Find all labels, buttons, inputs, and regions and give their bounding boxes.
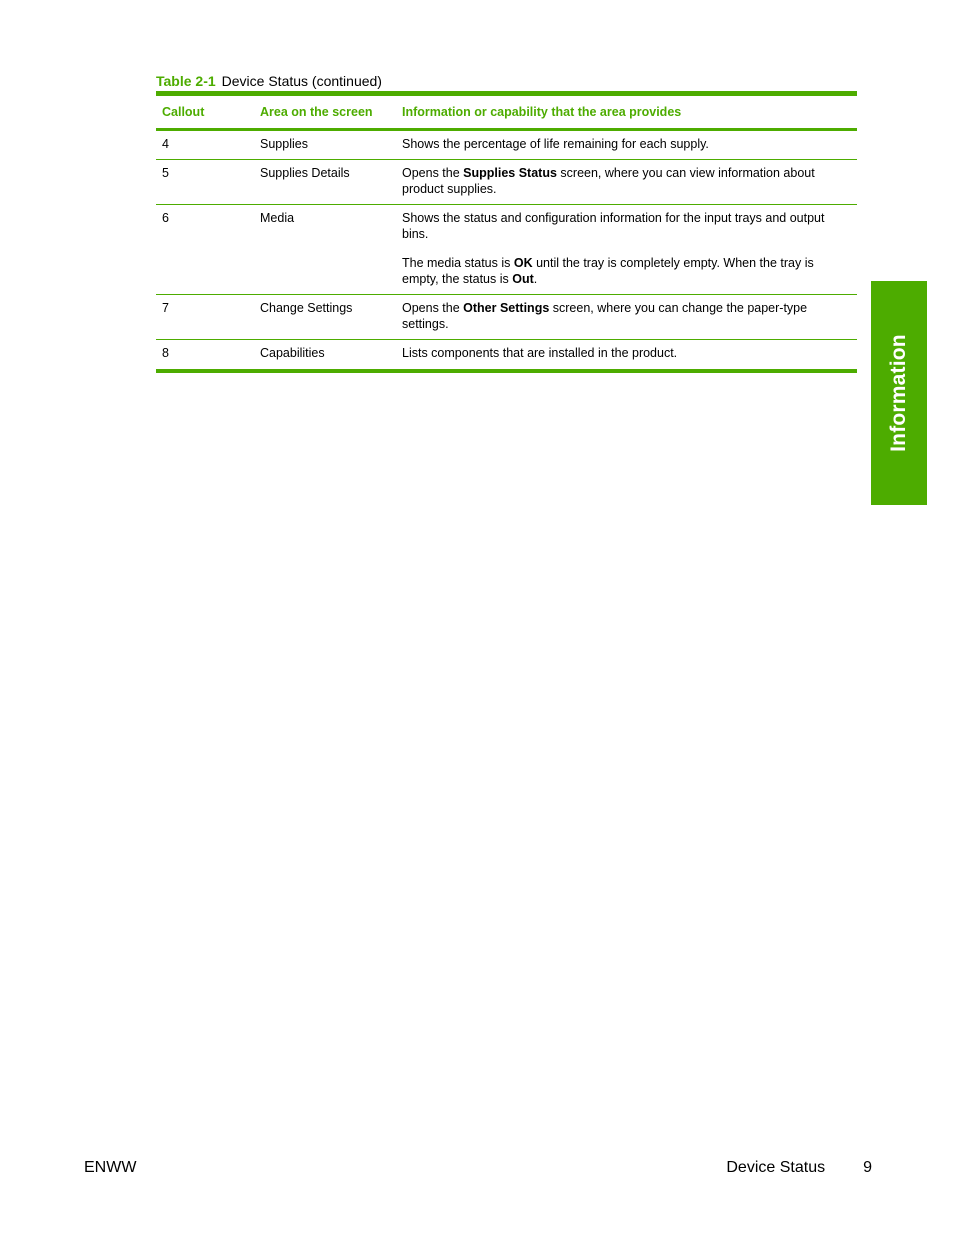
emphasis-text: Other Settings (463, 301, 550, 315)
emphasis-text: Supplies Status (463, 166, 557, 180)
table-header-row (156, 94, 857, 130)
header-area: Area on the screen (254, 94, 396, 130)
table-row (156, 160, 857, 205)
page-number: 9 (863, 1159, 872, 1176)
row-area: Media (254, 205, 396, 295)
device-status-table (156, 91, 857, 373)
row-info-text: Lists components that are installed in the product. (402, 346, 678, 360)
row-callout: 4 (156, 129, 254, 160)
chapter-side-tab-label: Information (887, 334, 910, 452)
header-info: Information or capability that the area provides (396, 94, 857, 130)
row-callout: 5 (156, 160, 254, 205)
table-caption (156, 73, 382, 89)
table-row (156, 340, 857, 371)
row-info-note: The media status is OK until the tray is completely empty. When the tray is empty, the status is Out. (402, 256, 814, 286)
table-row (156, 129, 857, 160)
footer-right (726, 1159, 872, 1177)
row-info-text: Shows the percentage of life remaining for each supply. (402, 136, 709, 151)
chapter-side-tab (871, 281, 927, 505)
footer-left-text: ENWW (84, 1159, 137, 1176)
table-row (156, 295, 857, 340)
emphasis-text: OK (513, 256, 533, 270)
row-info-text: Shows the status and configuration information for the input trays and output bins. (402, 211, 825, 241)
row-callout: 6 (156, 205, 254, 295)
row-info (396, 340, 857, 371)
table-row (156, 205, 857, 295)
row-info (396, 205, 857, 295)
row-area: Change Settings (254, 295, 396, 340)
header-callout: Callout (156, 94, 254, 130)
table-caption-title: Device Status (continued) (221, 73, 382, 89)
row-info (396, 160, 857, 205)
row-callout: 8 (156, 340, 254, 371)
row-info-text: Opens the Other Settings screen, where you can change the paper-type settings. (402, 301, 808, 331)
row-callout: 7 (156, 295, 254, 340)
table-caption-label: Table 2-1 (156, 73, 216, 89)
row-area: Supplies (254, 129, 396, 160)
row-area: Capabilities (254, 340, 396, 371)
row-area: Supplies Details (254, 160, 396, 205)
emphasis-text: Out (512, 271, 534, 286)
row-info (396, 129, 857, 160)
row-info-text: Opens the Supplies Status screen, where you can view information about product supplies. (402, 166, 815, 196)
row-info (396, 295, 857, 340)
footer-section-title: Device Status (726, 1159, 826, 1176)
